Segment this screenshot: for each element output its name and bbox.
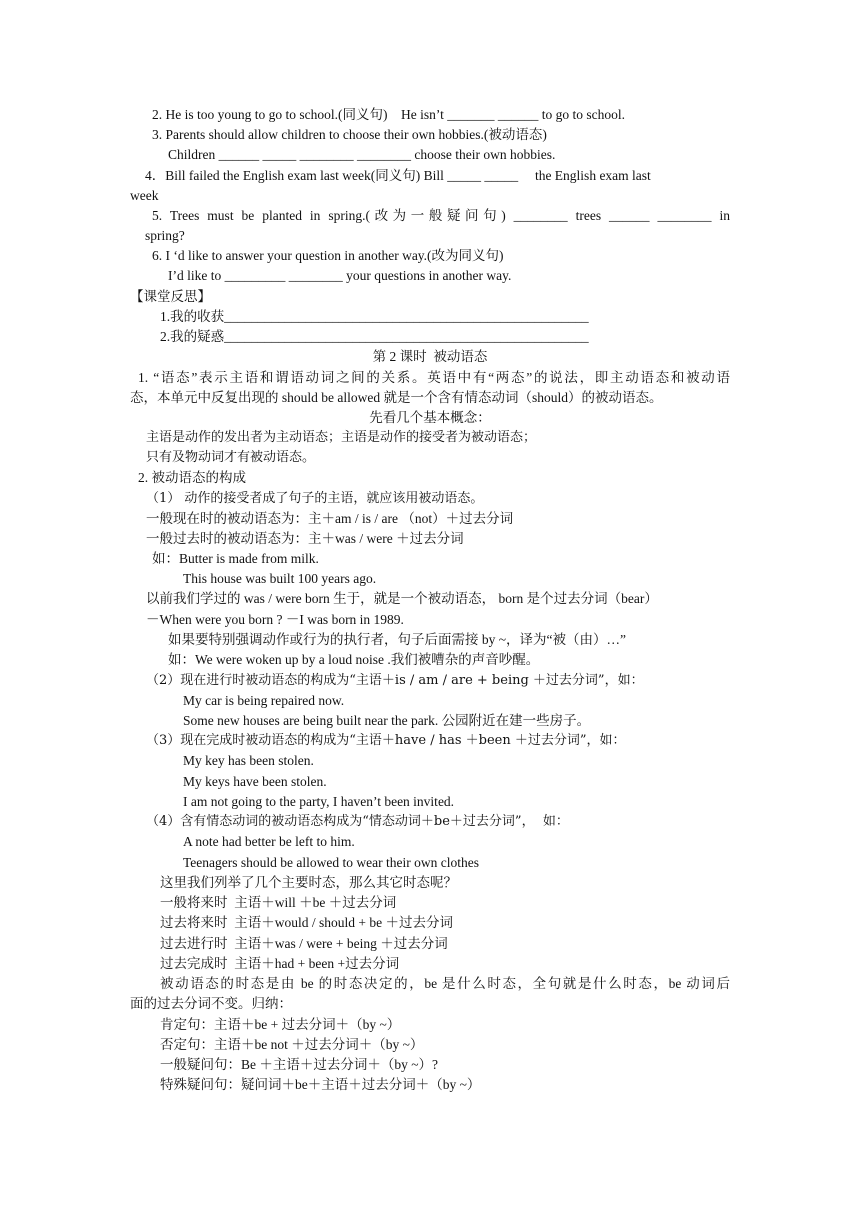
past-passive-rule: 一般过去时的被动语态为：主＋was / were ＋过去分词 (146, 531, 464, 546)
point-4-example-2: Teenagers should be allowed to wear their own clothes (183, 855, 479, 870)
exercise-6: 6. I ‘d like to answer your question in another way.(改为同义句) (152, 248, 504, 263)
section-2-heading: 2. 被动语态的构成 (138, 470, 246, 485)
summary-line-1: 被动语态的时态是由 be 的时态决定的，be 是什么时态，全句就是什么时态，be 动词后 (160, 976, 730, 991)
born-note: 以前我们学过的 was / were born 生于，就是一个被动语态， born 是个过去分词（bear） (146, 591, 658, 606)
born-example: －When were you born ? －I was born in 1989. (146, 612, 404, 627)
intro-line-1: 1. “语态”表示主语和谓语动词之间的关系。英语中有“两态”的说法，即主动语态和被动语 (138, 370, 730, 385)
section-2-point-4: （4）含有情态动词的被动语态构成为“情态动词＋be＋过去分词”， 如： (146, 814, 569, 829)
by-agent-note: 如果要特别强调动作或行为的执行者，句子后面需接 by ~，译为“被（由）…” (168, 632, 627, 647)
reflection-doubt: 2.我的疑惑______________________________________________________ (160, 329, 589, 344)
point-3-example-3: I am not going to the party, I haven’t been invited. (183, 794, 455, 809)
intro-line-2: 态，本单元中反复出现的 should be allowed 就是一个含有情态动词（should）的被动语态。 (130, 390, 663, 405)
point-2-example-1: My car is being repaired now. (183, 693, 345, 708)
present-passive-rule: 一般现在时的被动语态为：主＋am / is / are （not）＋过去分词 (146, 511, 514, 526)
point-4-example-1: A note had better be left to him. (183, 834, 355, 849)
form-yes-no-question: 一般疑问句：Be ＋主语＋过去分词＋（by ~）? (160, 1057, 439, 1072)
example-2: This house was built 100 years ago. (183, 571, 377, 586)
form-negative: 否定句：主语＋be not ＋过去分词＋（by ~） (160, 1037, 424, 1052)
exercise-4: 4．Bill failed the English exam last week(同义句) Bill _____ _____ the English exam last (145, 168, 651, 183)
exercise-3: 3. Parents should allow children to choose their own hobbies.(被动语态) (152, 127, 547, 142)
exercise-5: 5. Trees must be planted in spring.(改为一般疑问句) ________ trees ______ ________ in (152, 208, 730, 223)
section-2-point-2: （2）现在进行时被动语态的构成为“主语＋is / am / are + being ＋过去分词”，如： (146, 673, 644, 688)
point-3-example-2: My keys have been stolen. (183, 774, 327, 789)
tense-future: 一般将来时 主语＋will ＋be ＋过去分词 (160, 895, 397, 910)
concept-line-2: 只有及物动词才有被动语态。 (146, 450, 316, 465)
other-tenses-question: 这里我们列举了几个主要时态，那么其它时态呢？ (160, 875, 457, 890)
tense-past-perfect: 过去完成时 主语＋had + been +过去分词 (160, 956, 400, 971)
form-affirmative: 肯定句：主语＋be + 过去分词＋（by ~） (160, 1017, 401, 1032)
exercise-6-answer: I’d like to _________ ________ your questions in another way. (168, 268, 512, 283)
exercise-4-continued: week (130, 188, 159, 203)
exercise-3-answer: Children ______ _____ ________ ________ choose their own hobbies. (168, 147, 556, 162)
lesson-title: 第 2 课时 被动语态 (372, 349, 488, 364)
exercise-2: 2. He is too young to go to school.(同义句) He isn’t _______ ______ to go to school. (152, 107, 625, 122)
form-wh-question: 特殊疑问句：疑问词＋be＋主语＋过去分词＋（by ~） (160, 1077, 481, 1092)
reflection-gain: 1.我的收获______________________________________________________ (160, 309, 589, 324)
reflection-heading: 【课堂反思】 (130, 289, 211, 304)
section-2-point-3: （3）现在完成时被动语态的构成为“主语＋have / has ＋been ＋过去分词”，如： (146, 733, 626, 748)
concept-line-1: 主语是动作的发出者为主动语态；主语是动作的接受者为被动语态； (146, 430, 537, 445)
summary-line-2: 面的过去分词不变。归纳： (130, 996, 292, 1011)
by-agent-example: 如：We were woken up by a loud noise .我们被嘈杂的声音吵醒。 (168, 652, 540, 667)
exercise-5-continued: spring? (145, 228, 185, 243)
point-3-example-1: My key has been stolen. (183, 753, 314, 768)
section-2-point-1: （1） 动作的接受者成了句子的主语，就应该用被动语态。 (146, 491, 484, 506)
point-2-example-2: Some new houses are being built near the park. 公园附近在建一些房子。 (183, 713, 591, 728)
example-1: 如：Butter is made from milk. (152, 551, 319, 566)
tense-past-future: 过去将来时 主语＋would / should + be ＋过去分词 (160, 915, 453, 930)
tense-past-progressive: 过去进行时 主语＋was / were + being ＋过去分词 (160, 936, 448, 951)
concept-heading: 先看几个基本概念： (369, 410, 491, 425)
